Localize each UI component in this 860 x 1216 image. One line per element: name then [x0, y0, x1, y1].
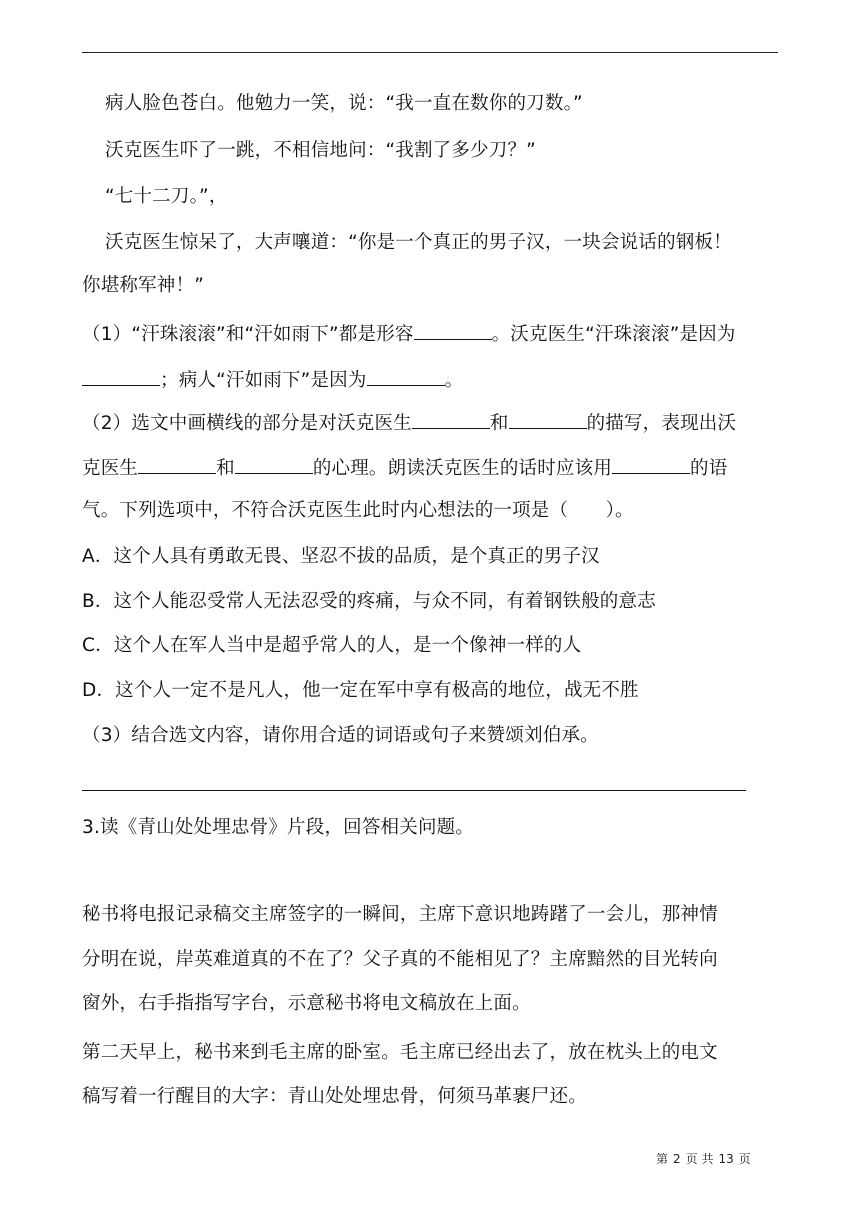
footer-text: 页	[738, 1152, 751, 1166]
answer-blank[interactable]	[509, 410, 587, 429]
option-c[interactable]: C．这个人在军人当中是超乎常人的人，是一个像神一样的人	[82, 635, 582, 656]
answer-blank[interactable]	[412, 410, 490, 429]
question-text: 的描写，表现出沃	[586, 413, 737, 434]
answer-blank[interactable]	[414, 321, 492, 340]
excerpt-line: 分明在说，岸英难道真的不在了？父子真的不能相见了？主席黯然的目光转向	[82, 949, 718, 970]
question-text: 克医生	[82, 458, 139, 479]
question-text: （1）“汗珠滚滚”和“汗如雨下”都是形容	[82, 324, 414, 345]
paragraph: 沃克医生吓了一跳，不相信地问：“我割了多少刀？”	[105, 140, 536, 161]
excerpt-line: 稿写着一行醒目的大字：青山处处埋忠骨，何须马革裹尸还。	[82, 1086, 587, 1107]
paragraph: “七十二刀。”，	[105, 186, 228, 207]
question-text: 和	[216, 458, 235, 479]
page-footer	[656, 1152, 751, 1166]
question-1-line-2	[82, 367, 463, 393]
footer-text: 第	[656, 1152, 669, 1166]
answer-line[interactable]	[82, 790, 746, 791]
page-total: 13	[718, 1152, 734, 1166]
page-number: 2	[673, 1152, 681, 1166]
option-b[interactable]: B．这个人能忍受常人无法忍受的疼痛，与众不同，有着钢铁般的意志	[82, 591, 656, 612]
question-3: （3）结合选文内容，请你用合适的词语或句子来赞颂刘伯承。	[82, 725, 599, 746]
question-text: （2）选文中画横线的部分是对沃克医生	[82, 413, 412, 434]
answer-blank[interactable]	[612, 455, 690, 474]
answer-blank[interactable]	[82, 367, 160, 386]
paragraph: 病人脸色苍白。他勉力一笑，说：“我一直在数你的刀数。”	[105, 93, 583, 114]
paragraph: 沃克医生惊呆了，大声嚷道：“你是一个真正的男子汉，一块会说话的钢板！	[105, 232, 732, 253]
option-d[interactable]: D．这个人一定不是凡人，他一定在军中享有极高的地位，战无不胜	[82, 680, 639, 701]
header-rule	[82, 52, 778, 53]
option-a[interactable]: A．这个人具有勇敢无畏、坚忍不拔的品质，是个真正的男子汉	[82, 546, 600, 567]
excerpt-line: 秘书将电报记录稿交主席签字的一瞬间，主席下意识地踌躇了一会儿，那神情	[82, 904, 718, 925]
question-text: 的语	[690, 458, 728, 479]
excerpt-line: 第二天早上，秘书来到毛主席的卧室。毛主席已经出去了，放在枕头上的电文	[82, 1042, 718, 1063]
footer-text: 页	[685, 1152, 698, 1166]
answer-blank[interactable]	[367, 367, 445, 386]
question-text: ；病人“汗如雨下”是因为	[160, 370, 367, 391]
question-2-line-3: 气。下列选项中，不符合沃克医生此时内心想法的一项是（ ）。	[82, 500, 634, 521]
question-2-line-2	[82, 455, 727, 481]
section-3-title: 3.读《青山处处埋忠骨》片段，回答相关问题。	[82, 817, 475, 838]
paragraph: 你堪称军神！”	[82, 275, 204, 296]
question-2-line-1	[82, 410, 736, 436]
question-1-line-1	[82, 321, 736, 347]
answer-blank[interactable]	[235, 455, 313, 474]
question-text: 。沃克医生“汗珠滚滚”是因为	[491, 324, 736, 345]
question-text: 和	[489, 413, 509, 434]
excerpt-line: 窗外，右手指指写字台，示意秘书将电文稿放在上面。	[82, 993, 531, 1014]
question-text: 。	[444, 370, 464, 391]
footer-text: 共	[701, 1152, 714, 1166]
question-text: 的心理。朗读沃克医生的话时应该用	[312, 458, 613, 479]
answer-blank[interactable]	[138, 455, 216, 474]
